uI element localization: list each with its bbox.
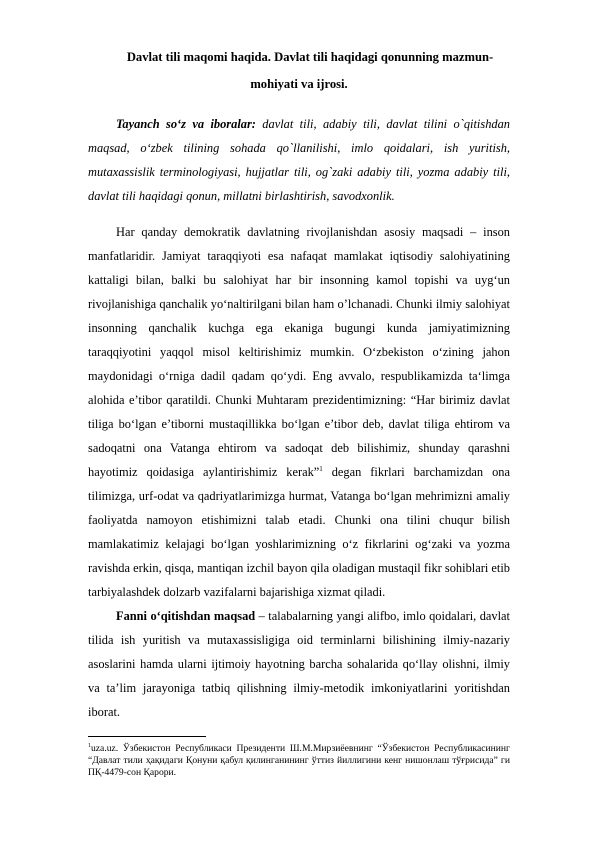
title-line-2: mohiyati va ijrosi.: [250, 77, 348, 91]
document-page: [88, 44, 510, 789]
paragraph-1-text-b: degan fikrlari barchamizdan ona tilimizga, urf-odat va qadriyatlarimizga hurmat, Vatanga bo‘lgan mehrimizni amaliy faoliyatda namoyon etishimizni talab etadi. Chunki ona tilini chuqur bilish mamlakatimiz kelajagi bo‘lgan yoshlarimizning o‘z fikrlarini og‘zaki va yozma ravishda erkin, qisqa, mantiqan izchil bayon qila oladigan mustaqil fikr sohiblari etib tarbiyalashdek dolzarb vazifalarni bajarishiga xizmat qiladi.: [88, 465, 510, 600]
document-title: [88, 44, 510, 98]
title-line-1: Davlat tili maqomi haqida. Davlat tili haqidagi qonunning mazmun-: [126, 50, 494, 64]
footnote-separator: [88, 736, 206, 737]
paragraph-2-lead: Fanni o‘qitishdan maqsad: [116, 609, 256, 624]
keywords-text: davlat tili, adabiy tili, davlat tilini o`qitishdan maqsad, o‘zbek tilining sohada qo`llanilishi, imlo qoidalari, ish yuritish, mutaxassislik terminologiyasi, hujjatlar tili, og`zaki adabiy tili, yozma adabiy tili, davlat tili haqidagi qonun, millatni birlashtirish, savodxonlik.: [88, 117, 510, 203]
keywords-label: Tayanch so‘z va iboralar:: [116, 117, 256, 131]
footnote-text: uza.uz. Ўзбекистон Республикаси Президенти Ш.М.Мирзиёевнинг “Ўзбекистон Республикасининг “Давлат тили ҳақидаги Қонуни қабул қилинганининг ўттиз йиллигини кенг нишонлаш тўғрисида” ги ПҚ-4479-сон Қарори.: [88, 743, 510, 779]
body-paragraph-1: [88, 220, 510, 604]
footnote-mark: 1: [88, 743, 91, 750]
keywords-paragraph: [88, 112, 510, 208]
footnote: [88, 743, 510, 779]
body-paragraph-2: [88, 604, 510, 724]
footnote-reference: 1: [319, 465, 323, 474]
paragraph-2-text: – talabalarning yangi alifbo, imlo qoidalari, davlat tilida ish yuritish va mutaxassisligiga oid terminlarni bilishining ilmiy-nazariy asoslarini hamda ularni ijtimoiy hayotning barcha sohalarida qo‘llay olishni, ilmiy va ta’lim jarayoniga tatbiq qilishning ilmiy-metodik imkoniyatlarini yoritishdan iborat.: [88, 609, 510, 720]
paragraph-1-text-a: Har qanday demokratik davlatning rivojlanishdan asosiy maqsadi – inson manfatlaridir. Jamiyat taraqqiyoti esa nafaqat mamlakat iqtisodiy salohiyatining kattaligi bilan, balki bu salohiyat har bir insonning kamol topishi va uyg‘un rivojlanishiga qanchalik yo‘naltirilgani bilan ham o’lchanadi. Chunki ilmiy salohiyat insonning qanchalik kuchga ega ekaniga bugungi kunda jamiyatimizning taraqqiyotini yaqqol misol keltirishimiz mumkin. O‘zbekiston o‘zining jahon maydonidagi o‘rniga dadil qadam qo‘ydi. Eng avvalo, respublikamizda ta‘limga alohida e’tibor qaratildi. Chunki Muhtaram prezidentimizning: “Har birimiz davlat tiliga bo‘lgan e’tiborni mustaqillikka bo‘lgan e’tibor deb, davlat tiliga ehtirom va sadoqatni ona Vatanga ehtirom va sadoqat deb bilishimiz, shunday qarashni hayotimiz qoidasiga aylantirishimiz kerak”: [88, 225, 510, 480]
